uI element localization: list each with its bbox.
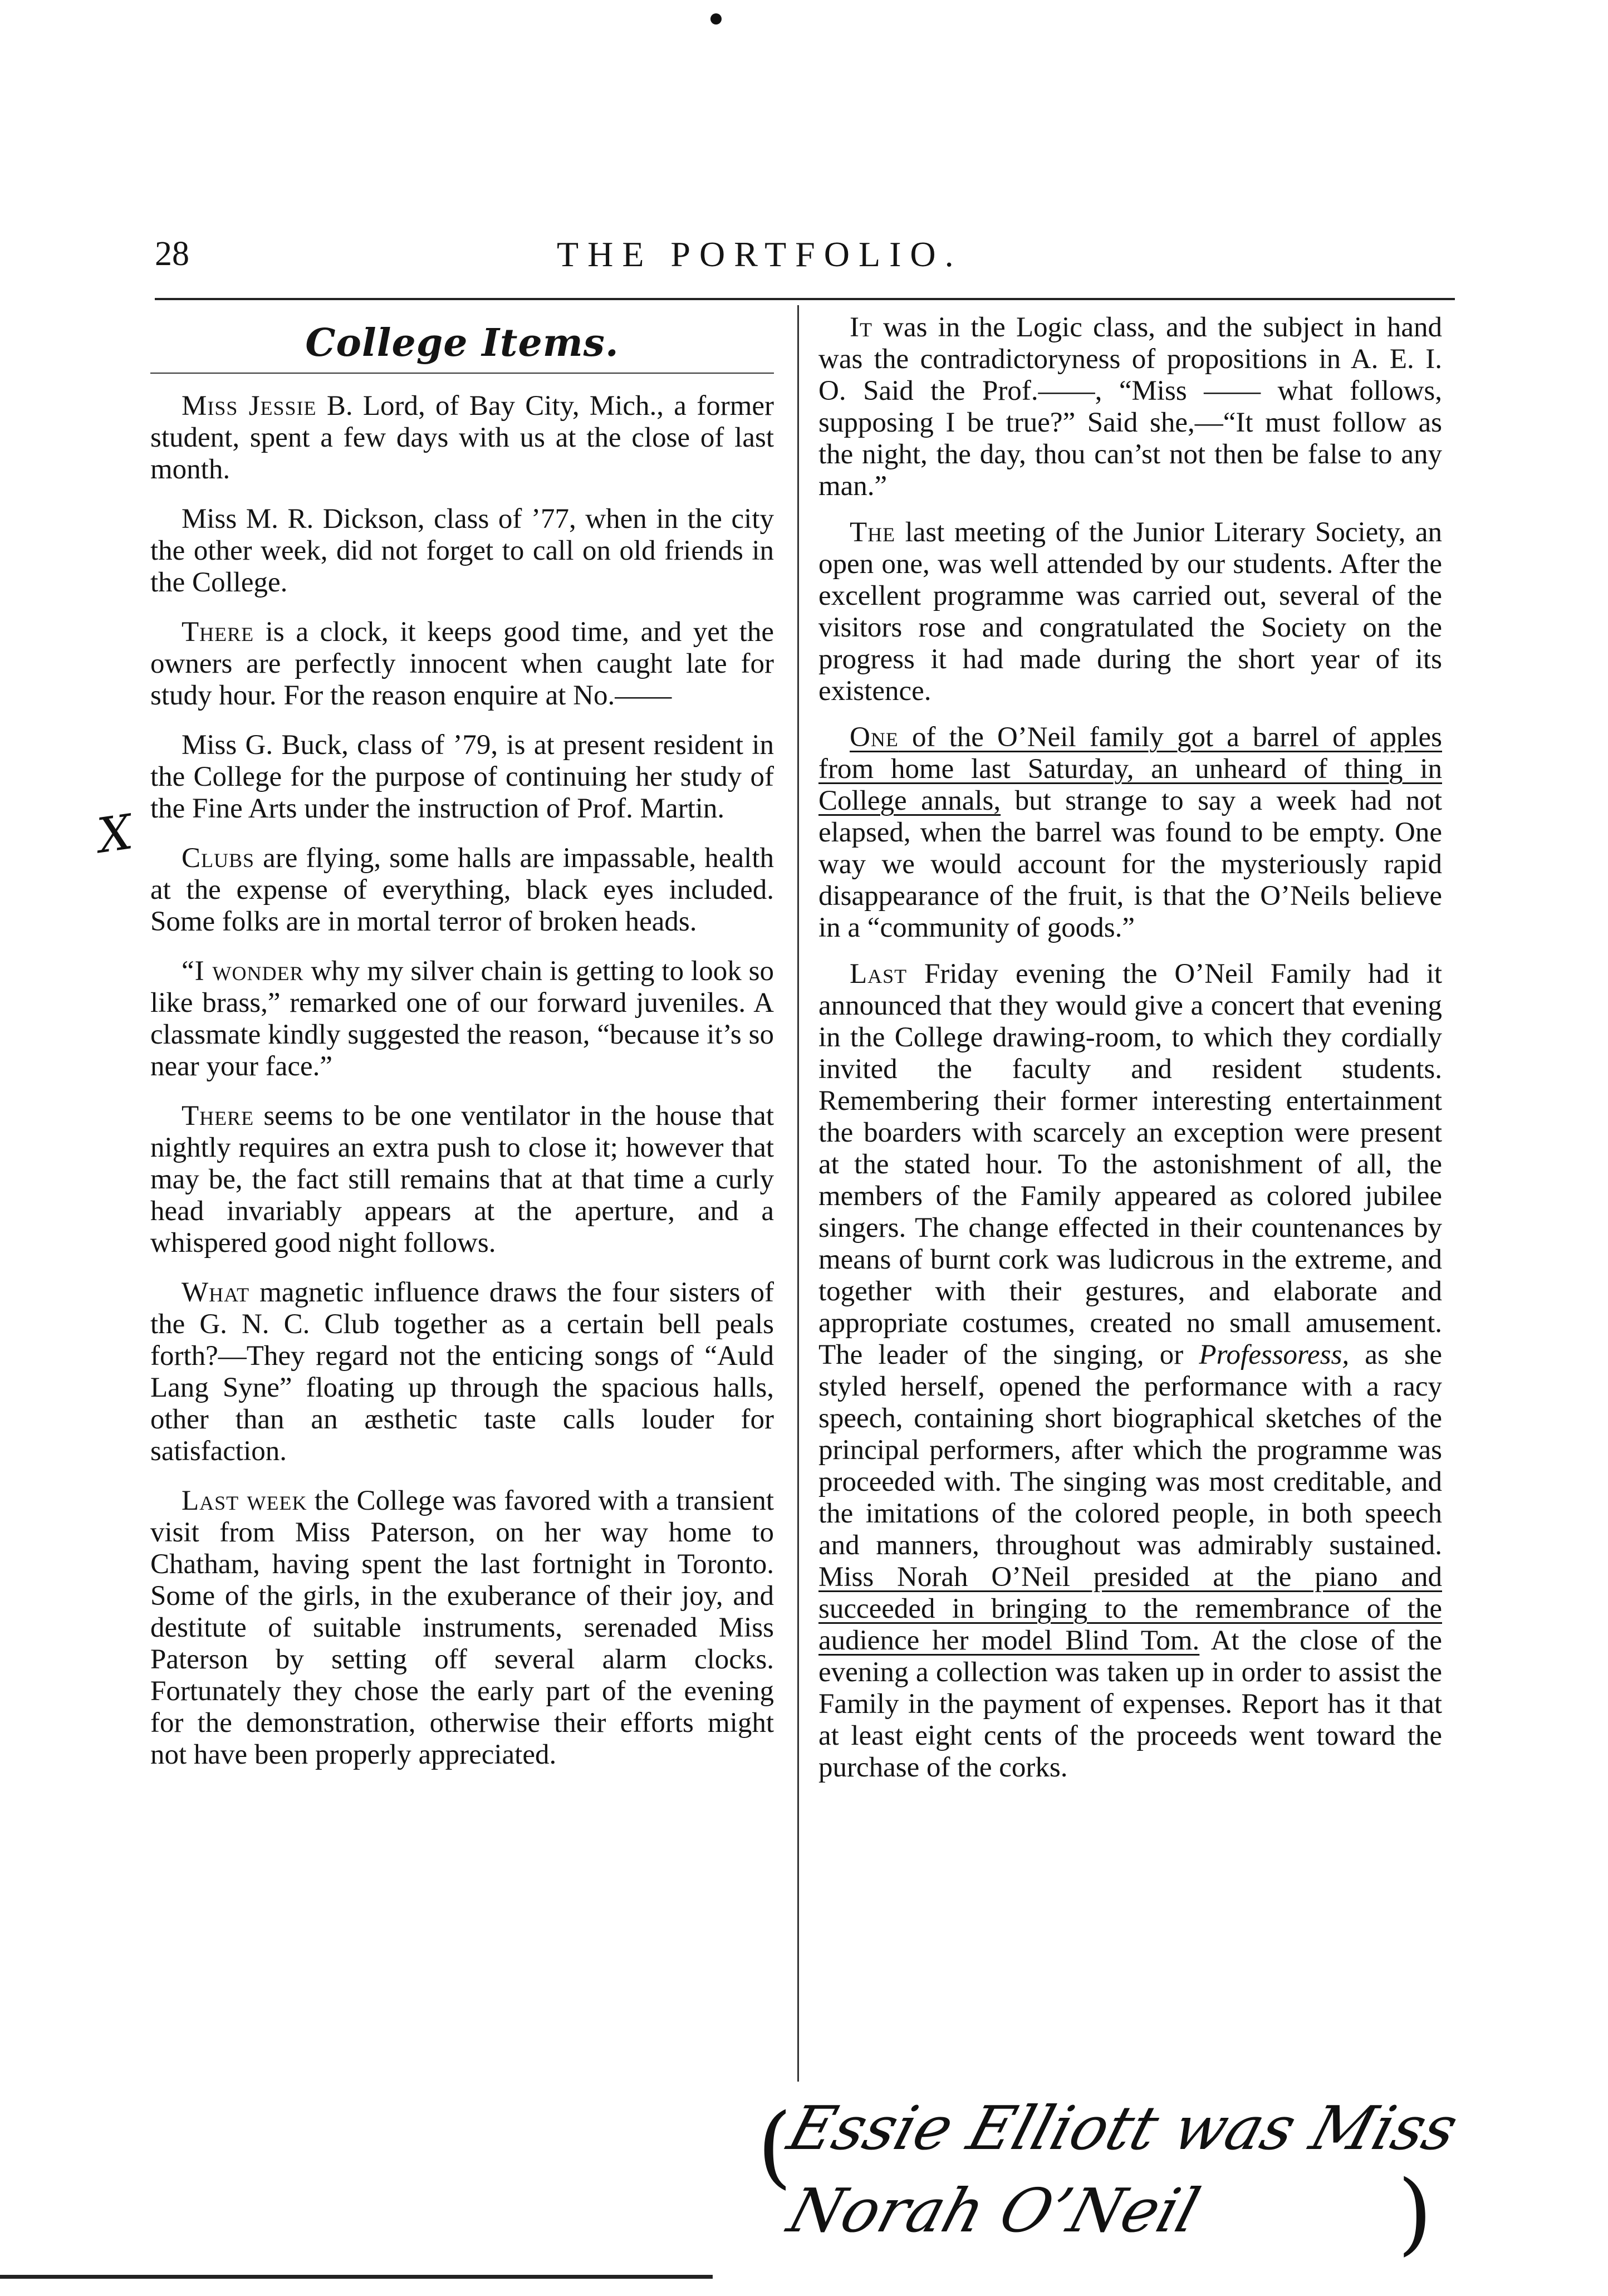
underlined-text: Miss Norah O’Neil presided at the piano and succeeded in bringing to the remembrance of the audience her model Blind Tom.: [818, 1561, 1442, 1656]
item-text: but strange to say a week had not elapsed, when the barrel was found to be empty. One way we would account for the mysteriously rapid disappearance of the fruit, is that the O’Neils believe in a “community of goods.”: [818, 785, 1443, 943]
item-text: magnetic influence draws the four sisters of the G. N. C. Club together as a certain bell peals forth?—They regard not the enticing songs of “Auld Lang Syne” floating up through the spacious halls, other than an æsthetic taste calls louder for satisfaction.: [150, 1277, 774, 1467]
news-item-clubs: [150, 843, 774, 938]
news-item-concert: [818, 958, 1442, 1784]
news-item-literary-society: [818, 517, 1442, 707]
item-text: M. R. Dickson, class of ’77, when in the city the other week, did not forget to call on old friends in the College.: [150, 503, 774, 598]
item-lead: There: [182, 616, 254, 648]
item-lead: One: [850, 722, 899, 753]
item-text: At the close of the evening a collection was taken up in order to assist the Family in the payment of expenses. Report has it that at least eight cents of the proceeds went toward the purchase of the corks.: [818, 1625, 1442, 1783]
item-lead: “I wonder: [182, 956, 304, 987]
right-parenthesis: ): [1398, 2161, 1433, 2265]
item-lead: The: [850, 517, 896, 548]
item-lead: What: [182, 1277, 250, 1308]
page-number: 28: [155, 235, 189, 273]
news-item-gnc-club: [150, 1277, 774, 1467]
left-parenthesis: (: [757, 2094, 792, 2198]
item-lead: There: [182, 1100, 254, 1132]
news-item-ventilator: [150, 1100, 774, 1259]
item-text: was in the Logic class, and the subject in hand was the contradictoryness of propositions in A. E. I. O. Said the Prof.——, “Miss —— what follows, supposing I be true?” Said she,—“It must follow as the night, the day, thou can’st not then be false to any man.”: [818, 312, 1442, 502]
section-heading: College Items.: [305, 321, 619, 365]
item-text: is a clock, it keeps good time, and yet the owners are perfectly innocent when caught late for study hour. For the reason enquire at No.——: [150, 616, 774, 711]
bottom-rule: [0, 2275, 713, 2279]
news-item-apples: [818, 722, 1442, 944]
item-text: as she styled herself, opened the performance with a racy speech, containing short biographical sketches of the principal performers, after which the programme was proceeded with. The singing was most creditable, and the imitations of the colored people, in both speech and manners, throughout was admirably sustained.: [818, 1339, 1442, 1561]
italic-text: Professoress,: [1199, 1339, 1350, 1370]
item-text: G. Buck, class of ’79, is at present resident in the College for the purpose of continuing her study of the Fine Arts under the instruction of Prof. Martin.: [150, 730, 774, 824]
item-text: B. Lord, of Bay City, Mich., a former student, spent a few days with us at the close of last month.: [150, 390, 774, 485]
handwritten-note: [757, 2094, 1509, 2265]
item-lead: Miss: [182, 503, 237, 535]
item-text: seems to be one ventilator in the house that nightly requires an extra push to close it; however that may be, the fact still remains that at that time a curly head invariably appears at the aperture, and a whispered good night follows.: [150, 1100, 774, 1259]
item-text: the College was favored with a transient visit from Miss Paterson, on her way home to Chatham, having spent the last fortnight in Toronto. Some of the girls, in the exuberance of their joy, and destitute of suitable instruments, serenaded Miss Paterson by setting off several alarm clocks. Fortunately they chose the early part of the evening for the demonstration, otherwise their efforts might not have been properly appreciated.: [150, 1485, 774, 1770]
left-column: [150, 312, 774, 1789]
news-item-logic-class: [818, 312, 1442, 502]
item-text: last meeting of the Junior Literary Society, an open one, was well attended by our students. After the excellent programme was carried out, several of the visitors rose and congratulated the Society on the progress it had made during the short year of its existence.: [818, 517, 1442, 707]
news-item-silver-chain: [150, 956, 774, 1083]
news-item-clock: [150, 616, 774, 712]
underlined-text: of the O’Neil family got a barrel of apples from home last Saturday, an unheard of thing in College annals,: [818, 722, 1442, 816]
running-title: THE PORTFOLIO.: [557, 234, 963, 274]
news-item-paterson: [150, 1485, 774, 1771]
news-item-buck: [150, 730, 774, 825]
item-lead: Clubs: [182, 843, 255, 874]
heading-rule: [150, 373, 774, 374]
item-lead: Miss Jessie: [182, 390, 317, 422]
item-text: Friday evening the O’Neil Family had it announced that they would give a concert that evening in the College drawing-room, to which they cordially invited the faculty and resident students. Remembering their former interesting entertainment the boarders with scarcely an exception were present at the stated hour. To the astonishment of all, the members of the Family appeared as colored jubilee singers. The change effected in their countenances by means of burnt cork was ludicrous in the extreme, and together with their gestures, and elaborate and appropriate costumes, created no small amusement. The leader of the singing, or: [818, 958, 1442, 1370]
right-column: [818, 312, 1442, 1798]
margin-x-mark: X: [94, 804, 136, 864]
item-lead: It: [850, 312, 872, 343]
item-lead: Miss: [182, 730, 237, 761]
news-item-dickson: [150, 503, 774, 599]
news-item-jessie-lord: [150, 390, 774, 486]
handwritten-line-2: Norah O’Neil: [781, 2176, 1207, 2246]
item-text: why my silver chain is getting to look so like brass,” remarked one of our forward juveniles. A classmate kindly suggested the reason, “because it’s so near your face.”: [150, 956, 774, 1082]
ink-dot: [710, 13, 722, 25]
item-lead: Last week: [182, 1485, 307, 1516]
item-text: are flying, some halls are impassable, health at the expense of everything, black eyes included. Some folks are in mortal terror of broken heads.: [150, 843, 774, 937]
handwritten-line-1: Essie Elliott was Miss: [781, 2094, 1465, 2163]
item-lead: Last: [850, 958, 908, 990]
header-rule: [155, 298, 1455, 300]
column-divider: [797, 305, 799, 2082]
